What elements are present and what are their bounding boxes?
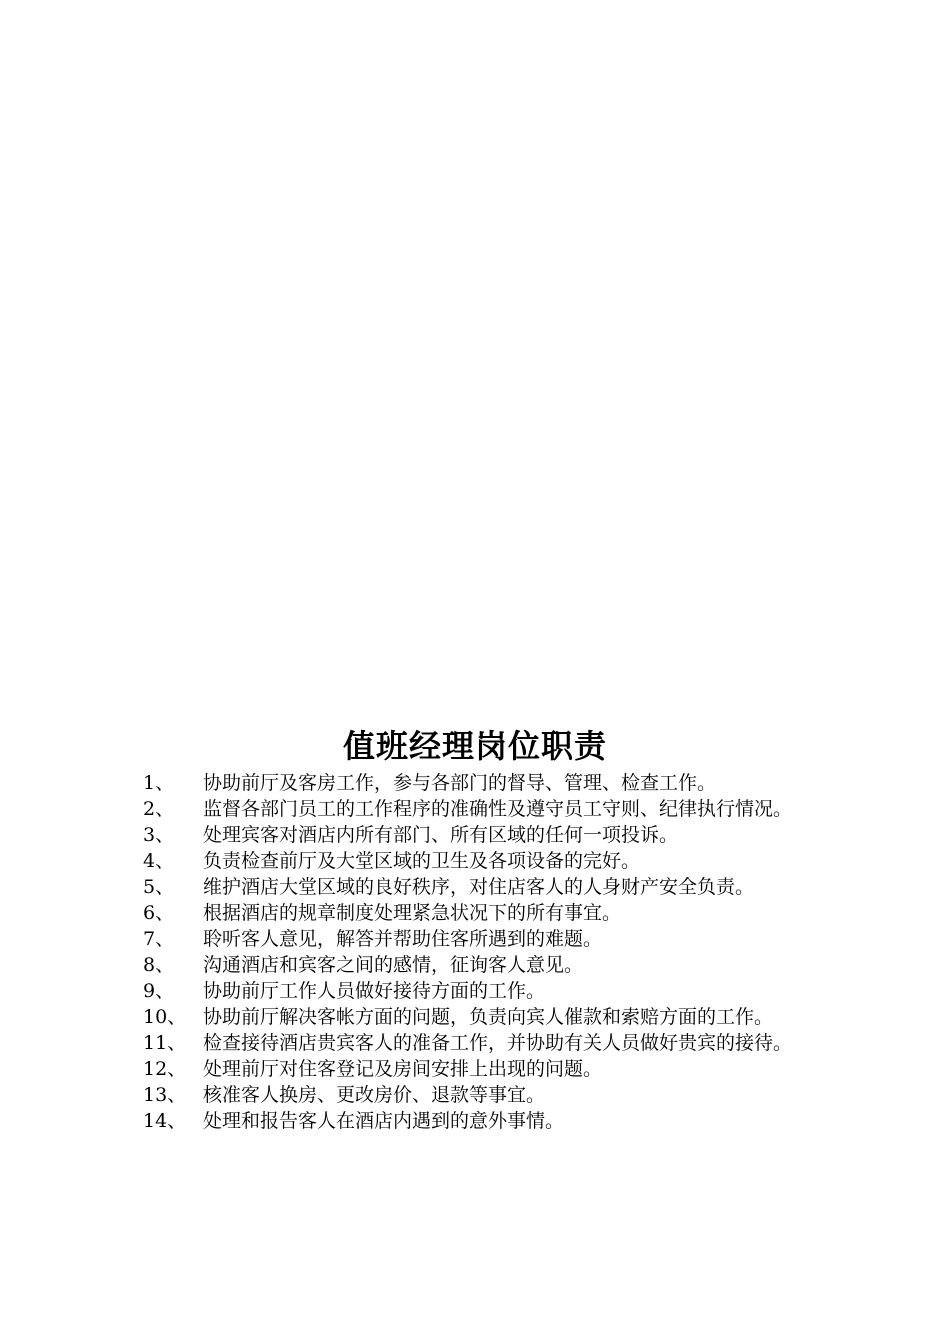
item-text: 协助前厅工作人员做好接待方面的工作。 — [203, 980, 546, 1002]
document-title: 值班经理岗位职责 — [342, 727, 607, 765]
item-number: 12、 — [143, 1058, 187, 1080]
item-number: 14、 — [143, 1110, 187, 1132]
item-text: 检查接待酒店贵宾客人的准备工作，并协助有关人员做好贵宾的接待。 — [203, 1032, 793, 1054]
list-item — [143, 796, 823, 822]
item-number: 2、 — [143, 798, 175, 820]
list-item — [143, 770, 823, 796]
item-number: 13、 — [143, 1084, 187, 1106]
item-number: 7、 — [143, 928, 175, 950]
item-number: 6、 — [143, 902, 175, 924]
item-text: 处理宾客对酒店内所有部门、所有区域的任何一项投诉。 — [203, 824, 679, 846]
item-text: 根据酒店的规章制度处理紧急状况下的所有事宜。 — [203, 902, 622, 924]
item-text: 处理和报告客人在酒店内遇到的意外事情。 — [203, 1110, 565, 1132]
item-text: 核准客人换房、更改房价、退款等事宜。 — [203, 1084, 546, 1106]
list-item — [143, 874, 823, 900]
item-text: 聆听客人意见，解答并帮助住客所遇到的难题。 — [203, 928, 603, 950]
duty-list — [143, 770, 823, 1134]
list-item — [143, 952, 823, 978]
item-number: 4、 — [143, 850, 175, 872]
item-text: 协助前厅及客房工作，参与各部门的督导、管理、检查工作。 — [203, 772, 717, 794]
list-item — [143, 900, 823, 926]
list-item — [143, 1082, 823, 1108]
list-item — [143, 978, 823, 1004]
item-number: 3、 — [143, 824, 175, 846]
list-item — [143, 822, 823, 848]
item-number: 9、 — [143, 980, 175, 1002]
item-number: 10、 — [143, 1006, 187, 1028]
item-number: 8、 — [143, 954, 175, 976]
list-item — [143, 848, 823, 874]
list-item — [143, 1056, 823, 1082]
item-number: 1、 — [143, 772, 175, 794]
item-text: 监督各部门员工的工作程序的准确性及遵守员工守则、纪律执行情况。 — [203, 798, 793, 820]
item-number: 5、 — [143, 876, 175, 898]
item-number: 11、 — [143, 1032, 187, 1054]
item-text: 沟通酒店和宾客之间的感情，征询客人意见。 — [203, 954, 584, 976]
item-text: 负责检查前厅及大堂区域的卫生及各项设备的完好。 — [203, 850, 641, 872]
list-item — [143, 1030, 823, 1056]
item-text: 处理前厅对住客登记及房间安排上出现的问题。 — [203, 1058, 603, 1080]
item-text: 协助前厅解决客帐方面的问题，负责向宾人催款和索赔方面的工作。 — [203, 1006, 774, 1028]
list-item — [143, 1004, 823, 1030]
list-item — [143, 1108, 823, 1134]
list-item — [143, 926, 823, 952]
item-text: 维护酒店大堂区域的良好秩序，对住店客人的人身财产安全负责。 — [203, 876, 755, 898]
